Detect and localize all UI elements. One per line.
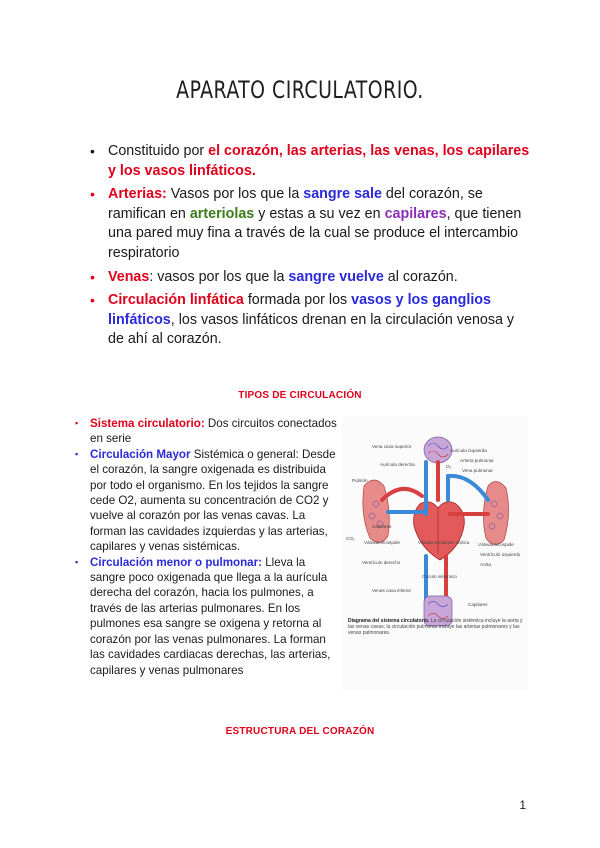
highlighted-term: Sistema circulatorio:	[90, 417, 205, 430]
label-aorta: Aorta	[480, 562, 491, 567]
circulation-list-item	[74, 447, 340, 555]
body-text: Sistémica o general: Desde el corazón, la sangre oxigenada es distribuida por todo el organismo. En los tejidos la sangre cede O2, aumenta su concentración de CO2 y vuelve al corazón por las venas cavas. La forman las cavidades izquierdas y las arterias, capilares y venas sistémicas.	[90, 447, 336, 554]
circulation-list-item	[74, 416, 340, 447]
main-list-item	[90, 291, 530, 350]
label-valvula-bicuspide: Válvula bicúspide	[478, 542, 514, 547]
label-ventriculo-izq: Ventrículo izquierdo	[480, 552, 521, 557]
highlighted-term: Circulación linfática	[108, 292, 244, 309]
body-text: Lleva la sangre poco oxigenada que llega a la aurícula derecha del corazón, hacia los pulmones, a través de las arterias pulmonares. En los pulmones esa sangre se oxigena y retorna al corazón por las venas pulmonares. La forman las cavidades cardiacas derechas, las arterias, capilares y venas pulmonares	[90, 555, 331, 677]
body-text: , que tienen una pared muy fina a través de la cual se produce el intercambio respiratorio	[108, 205, 522, 261]
body-text: formada por los	[243, 292, 352, 309]
highlighted-term: Arterias:	[108, 186, 167, 203]
body-text: : vasos por los que la	[149, 268, 289, 285]
circulatory-diagram-svg	[342, 416, 528, 690]
section-title-tipos: TIPOS DE CIRCULACIÓN	[238, 390, 362, 401]
body-text: Constituido por	[108, 143, 209, 159]
label-vena-cava-inf: Venas cava inferior	[372, 588, 412, 593]
label-capilares-izq: Capilares	[372, 524, 392, 529]
bullet-marker: ▪	[75, 556, 79, 567]
highlighted-term: capilares	[384, 205, 447, 222]
bullet-marker: •	[90, 268, 95, 285]
bullet-marker: •	[90, 143, 95, 159]
bullet-marker: ▪	[75, 448, 79, 459]
bullet-marker: •	[90, 292, 95, 309]
body-text: , los vasos linfáticos drenan en la circulación venosa y de ahí al corazón.	[108, 311, 515, 348]
label-valvula-semilunar: Válvula semilunar aórtica	[418, 540, 470, 545]
body-text: al corazón.	[383, 268, 458, 285]
main-list-item	[90, 268, 530, 288]
main-bullet-list	[90, 142, 530, 354]
label-capilares-der: Capilares	[468, 602, 488, 607]
label-ventriculo-der: Ventrículo derecho	[362, 560, 401, 565]
highlighted-term: Venas	[108, 268, 150, 285]
bullet-marker: ▪	[75, 418, 79, 428]
body-text: del corazón, se ramifican en	[108, 186, 483, 222]
figure-caption	[348, 618, 524, 637]
upper-capillaries	[424, 437, 452, 463]
page-number: 1	[519, 798, 526, 812]
label-valvula-tricuspide: Válvula tricúspide	[364, 540, 401, 545]
highlighted-term: Circulación Mayor	[90, 447, 191, 461]
label-o2: O₂	[446, 464, 452, 469]
circulation-types-list	[74, 416, 340, 678]
circulation-list-item	[74, 555, 340, 678]
highlighted-term: Circulación menor o pulmonar:	[90, 555, 262, 569]
section-title-estructura: ESTRUCTURA DEL CORAZÓN	[225, 726, 375, 737]
label-circulo-sistemico: Círculo sistémico	[422, 574, 457, 579]
highlighted-term: arteriolas	[189, 205, 255, 222]
highlighted-term: sangre sale	[303, 186, 382, 203]
label-co2: CO₂	[346, 536, 355, 541]
body-text: Dos circuitos conectados en serie	[90, 417, 337, 446]
figure-caption-bold: Diagrama del sistema circulatorio.	[348, 618, 430, 624]
main-list-item	[90, 185, 530, 263]
highlighted-term: sangre vuelve	[288, 268, 384, 285]
label-arteria-pulmonar: Arteria pulmonar	[460, 458, 494, 463]
label-auricula-izq: Aurícula izquierda	[450, 448, 487, 453]
highlighted-term: el corazón, las arterias, las venas, los capilares y los vasos linfáticos.	[108, 143, 530, 179]
label-vena-cava-sup: Vena cava superior	[372, 444, 412, 449]
label-vena-pulmonar: Vena pulmonar	[462, 468, 493, 473]
main-list-item	[90, 142, 530, 181]
page-title: APARATO CIRCULATORIO.	[176, 76, 424, 104]
label-pulmon: Pulmón	[352, 478, 368, 483]
body-text: Vasos por los que la	[166, 186, 304, 203]
body-text: y estas a su vez en	[254, 205, 385, 222]
figure-caption-text: La circulación sistémica incluye la aorta y las venas cavas; la circulación pulmonar incluye las arterias pulmonares y las venas pulmonares.	[348, 618, 523, 637]
left-lung	[363, 480, 389, 543]
circulatory-system-diagram	[342, 416, 528, 690]
highlighted-term: vasos y los ganglios linfáticos	[108, 292, 491, 328]
label-auricula-der: Aurícula derecha	[380, 462, 415, 467]
bullet-marker: •	[90, 186, 95, 203]
